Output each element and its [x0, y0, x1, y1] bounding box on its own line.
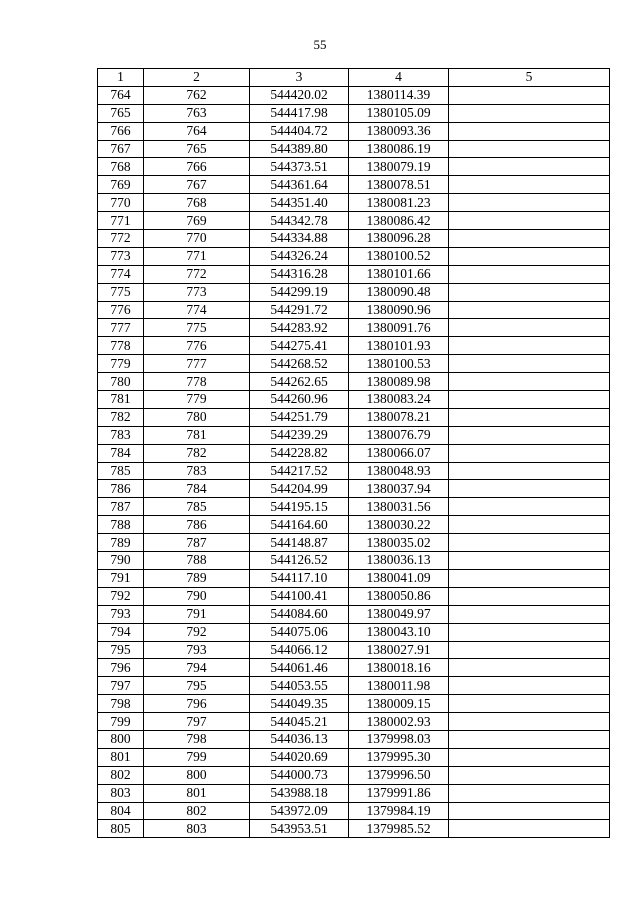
table-cell: 791: [98, 569, 144, 587]
table-cell: 1380100.53: [349, 355, 449, 373]
table-cell: 544020.69: [250, 748, 349, 766]
table-row: [98, 695, 610, 713]
column-header: 3: [250, 69, 349, 87]
table-cell: [449, 337, 610, 355]
column-header: 1: [98, 69, 144, 87]
table-cell: [449, 677, 610, 695]
table-row: [98, 176, 610, 194]
table-cell: [449, 802, 610, 820]
table-row: [98, 86, 610, 104]
page-number: 55: [313, 37, 327, 52]
table-cell: 544228.82: [250, 444, 349, 462]
table-cell: 798: [98, 695, 144, 713]
table-cell: 544239.29: [250, 426, 349, 444]
table-cell: 803: [98, 784, 144, 802]
table-cell: 765: [144, 140, 250, 158]
table-body: [98, 86, 610, 837]
table-cell: 802: [144, 802, 250, 820]
table-cell: [449, 480, 610, 498]
table-header-row: [98, 69, 610, 87]
table-cell: 801: [98, 748, 144, 766]
table-row: [98, 140, 610, 158]
table-row: [98, 480, 610, 498]
table-cell: 544291.72: [250, 301, 349, 319]
table-row: [98, 283, 610, 301]
column-header: 2: [144, 69, 250, 87]
table-cell: 544334.88: [250, 230, 349, 248]
table-cell: 776: [144, 337, 250, 355]
table-cell: 544251.79: [250, 408, 349, 426]
table-cell: 777: [98, 319, 144, 337]
column-header: 4: [349, 69, 449, 87]
table-row: [98, 462, 610, 480]
table-cell: 801: [144, 784, 250, 802]
table-cell: 780: [144, 408, 250, 426]
table-cell: 544117.10: [250, 569, 349, 587]
table-cell: [449, 283, 610, 301]
table-cell: 1380101.66: [349, 265, 449, 283]
table-cell: 772: [98, 230, 144, 248]
table-row: [98, 784, 610, 802]
table-cell: 786: [98, 480, 144, 498]
table-cell: 1380036.13: [349, 552, 449, 570]
table-cell: [449, 820, 610, 838]
table-cell: [449, 569, 610, 587]
table-cell: [449, 212, 610, 230]
table-cell: 544316.28: [250, 265, 349, 283]
table-row: [98, 534, 610, 552]
table-cell: 787: [144, 534, 250, 552]
table-cell: 795: [98, 641, 144, 659]
table-cell: 544000.73: [250, 766, 349, 784]
table-cell: 544283.92: [250, 319, 349, 337]
table-cell: 788: [144, 552, 250, 570]
coordinates-table: [97, 68, 610, 838]
table-cell: 790: [144, 587, 250, 605]
table-cell: [449, 605, 610, 623]
table-cell: 544326.24: [250, 247, 349, 265]
table-cell: 1380105.09: [349, 104, 449, 122]
table-cell: 782: [144, 444, 250, 462]
table-row: [98, 426, 610, 444]
table-cell: 793: [98, 605, 144, 623]
table-cell: 769: [98, 176, 144, 194]
table-cell: 1380100.52: [349, 247, 449, 265]
table-cell: [449, 713, 610, 731]
table-cell: 763: [144, 104, 250, 122]
table-cell: 774: [144, 301, 250, 319]
table-cell: 784: [98, 444, 144, 462]
table-cell: [449, 766, 610, 784]
table-cell: 784: [144, 480, 250, 498]
table-row: [98, 802, 610, 820]
table-cell: [449, 695, 610, 713]
table-cell: 774: [98, 265, 144, 283]
table-cell: 785: [144, 498, 250, 516]
table-cell: 803: [144, 820, 250, 838]
table-cell: 1380078.21: [349, 408, 449, 426]
table-cell: 544373.51: [250, 158, 349, 176]
table-cell: 544036.13: [250, 730, 349, 748]
table-cell: [449, 534, 610, 552]
table-row: [98, 748, 610, 766]
table-row: [98, 677, 610, 695]
table-cell: 791: [144, 605, 250, 623]
table-cell: 771: [144, 247, 250, 265]
table-cell: 544148.87: [250, 534, 349, 552]
table-cell: 1380041.09: [349, 569, 449, 587]
table-row: [98, 355, 610, 373]
table-cell: 797: [98, 677, 144, 695]
table-cell: 1380009.15: [349, 695, 449, 713]
table-cell: 544404.72: [250, 122, 349, 140]
table-cell: 1380031.56: [349, 498, 449, 516]
table-cell: 771: [98, 212, 144, 230]
table-cell: 1380089.98: [349, 373, 449, 391]
table-cell: 805: [98, 820, 144, 838]
table-cell: 544053.55: [250, 677, 349, 695]
table-row: [98, 391, 610, 409]
table-cell: 767: [98, 140, 144, 158]
table-cell: [449, 391, 610, 409]
table-cell: [449, 552, 610, 570]
table-cell: [449, 659, 610, 677]
table-row: [98, 104, 610, 122]
table-cell: 1380078.51: [349, 176, 449, 194]
table-cell: 1380101.93: [349, 337, 449, 355]
table-cell: 544066.12: [250, 641, 349, 659]
table-cell: 769: [144, 212, 250, 230]
table-cell: [449, 373, 610, 391]
table-cell: 1380079.19: [349, 158, 449, 176]
table-cell: 794: [144, 659, 250, 677]
table-cell: 544260.96: [250, 391, 349, 409]
table-cell: 781: [144, 426, 250, 444]
table-row: [98, 319, 610, 337]
table-cell: 787: [98, 498, 144, 516]
table-cell: 544417.98: [250, 104, 349, 122]
table-cell: 1380043.10: [349, 623, 449, 641]
table-cell: 1380096.28: [349, 230, 449, 248]
table-cell: 768: [144, 194, 250, 212]
table-cell: 544075.06: [250, 623, 349, 641]
table-cell: 790: [98, 552, 144, 570]
table-cell: 544126.52: [250, 552, 349, 570]
table-cell: [449, 498, 610, 516]
table-cell: 775: [144, 319, 250, 337]
table-cell: [449, 158, 610, 176]
table-cell: 1379996.50: [349, 766, 449, 784]
table-cell: 544299.19: [250, 283, 349, 301]
table-cell: 786: [144, 516, 250, 534]
table-cell: 781: [98, 391, 144, 409]
table-cell: 796: [144, 695, 250, 713]
table-row: [98, 605, 610, 623]
table-cell: [449, 355, 610, 373]
table-cell: 772: [144, 265, 250, 283]
table-row: [98, 498, 610, 516]
table-cell: 544217.52: [250, 462, 349, 480]
table-cell: 762: [144, 86, 250, 104]
table-row: [98, 587, 610, 605]
table-cell: 799: [144, 748, 250, 766]
table-cell: 544049.35: [250, 695, 349, 713]
table-cell: 795: [144, 677, 250, 695]
table-cell: 783: [144, 462, 250, 480]
table-cell: 800: [98, 730, 144, 748]
table-row: [98, 194, 610, 212]
table-cell: 766: [98, 122, 144, 140]
table-cell: [449, 426, 610, 444]
table-cell: 797: [144, 713, 250, 731]
table-cell: [449, 176, 610, 194]
table-row: [98, 373, 610, 391]
table-cell: 1380011.98: [349, 677, 449, 695]
table-cell: 544262.65: [250, 373, 349, 391]
table-cell: 1380037.94: [349, 480, 449, 498]
table-cell: 1380090.48: [349, 283, 449, 301]
table-cell: 788: [98, 516, 144, 534]
table-cell: 544061.46: [250, 659, 349, 677]
table-cell: 779: [144, 391, 250, 409]
table-row: [98, 552, 610, 570]
table-row: [98, 158, 610, 176]
table-cell: [449, 748, 610, 766]
table-cell: [449, 265, 610, 283]
table-row: [98, 569, 610, 587]
table-cell: 1380035.02: [349, 534, 449, 552]
table-cell: 544268.52: [250, 355, 349, 373]
table-cell: 767: [144, 176, 250, 194]
table-cell: 783: [98, 426, 144, 444]
table-cell: [449, 462, 610, 480]
table-cell: [449, 444, 610, 462]
table-cell: 544195.15: [250, 498, 349, 516]
table-cell: [449, 140, 610, 158]
table-cell: 1380050.86: [349, 587, 449, 605]
table-cell: 543972.09: [250, 802, 349, 820]
table-cell: 796: [98, 659, 144, 677]
table-cell: 544351.40: [250, 194, 349, 212]
table-row: [98, 265, 610, 283]
table-row: [98, 247, 610, 265]
table-cell: 773: [98, 247, 144, 265]
table-cell: 804: [98, 802, 144, 820]
table-cell: [449, 516, 610, 534]
table-cell: 777: [144, 355, 250, 373]
table-cell: 1380049.97: [349, 605, 449, 623]
table-row: [98, 641, 610, 659]
table-cell: 544389.80: [250, 140, 349, 158]
table-cell: 780: [98, 373, 144, 391]
table-cell: [449, 230, 610, 248]
table-cell: 543953.51: [250, 820, 349, 838]
table-cell: 793: [144, 641, 250, 659]
table-cell: 1380081.23: [349, 194, 449, 212]
table-cell: 544342.78: [250, 212, 349, 230]
table-cell: 543988.18: [250, 784, 349, 802]
table-cell: [449, 122, 610, 140]
table-cell: 1379991.86: [349, 784, 449, 802]
table-cell: [449, 319, 610, 337]
table-cell: [449, 730, 610, 748]
table-cell: 544164.60: [250, 516, 349, 534]
table-cell: 800: [144, 766, 250, 784]
table-cell: 544045.21: [250, 713, 349, 731]
table-cell: [449, 623, 610, 641]
table-cell: [449, 86, 610, 104]
table-cell: 765: [98, 104, 144, 122]
table-cell: [449, 641, 610, 659]
table-cell: 1379998.03: [349, 730, 449, 748]
table-cell: 789: [144, 569, 250, 587]
table-row: [98, 444, 610, 462]
table-row: [98, 122, 610, 140]
table-cell: 1380066.07: [349, 444, 449, 462]
table-cell: 770: [98, 194, 144, 212]
table-cell: 1380114.39: [349, 86, 449, 104]
table-row: [98, 730, 610, 748]
table-cell: 1380093.36: [349, 122, 449, 140]
table-row: [98, 230, 610, 248]
table-cell: 764: [144, 122, 250, 140]
table-cell: 776: [98, 301, 144, 319]
table-cell: 1380076.79: [349, 426, 449, 444]
table-cell: 1380018.16: [349, 659, 449, 677]
table-row: [98, 408, 610, 426]
table-cell: 1380086.19: [349, 140, 449, 158]
table-cell: 1380002.93: [349, 713, 449, 731]
table-cell: 792: [144, 623, 250, 641]
table-cell: 1379984.19: [349, 802, 449, 820]
table-cell: 1379995.30: [349, 748, 449, 766]
table-cell: [449, 587, 610, 605]
column-header: 5: [449, 69, 610, 87]
table-cell: 764: [98, 86, 144, 104]
table-cell: 1380086.42: [349, 212, 449, 230]
table-cell: 1380090.96: [349, 301, 449, 319]
table-row: [98, 516, 610, 534]
table-cell: 1380048.93: [349, 462, 449, 480]
table-cell: 779: [98, 355, 144, 373]
table-row: [98, 623, 610, 641]
table-cell: 1380027.91: [349, 641, 449, 659]
table-cell: [449, 301, 610, 319]
table-row: [98, 337, 610, 355]
table-cell: [449, 408, 610, 426]
table-cell: 544100.41: [250, 587, 349, 605]
table-cell: [449, 784, 610, 802]
table-cell: [449, 247, 610, 265]
table-cell: 766: [144, 158, 250, 176]
table-cell: 544275.41: [250, 337, 349, 355]
table-row: [98, 659, 610, 677]
table-row: [98, 766, 610, 784]
table-cell: [449, 104, 610, 122]
table-row: [98, 301, 610, 319]
table-cell: 778: [98, 337, 144, 355]
table-cell: 770: [144, 230, 250, 248]
table-cell: 789: [98, 534, 144, 552]
table-cell: [449, 194, 610, 212]
table-cell: 785: [98, 462, 144, 480]
table-row: [98, 820, 610, 838]
table-cell: 778: [144, 373, 250, 391]
table-cell: 773: [144, 283, 250, 301]
table-cell: 1380091.76: [349, 319, 449, 337]
table-cell: 1380030.22: [349, 516, 449, 534]
table-cell: 798: [144, 730, 250, 748]
table-row: [98, 212, 610, 230]
table-row: [98, 713, 610, 731]
table-cell: 544361.64: [250, 176, 349, 194]
table-cell: 802: [98, 766, 144, 784]
table-cell: 792: [98, 587, 144, 605]
table-cell: 775: [98, 283, 144, 301]
table-cell: 544084.60: [250, 605, 349, 623]
table-cell: 794: [98, 623, 144, 641]
table-cell: 782: [98, 408, 144, 426]
table-cell: 1379985.52: [349, 820, 449, 838]
table-cell: 799: [98, 713, 144, 731]
table-cell: 768: [98, 158, 144, 176]
table-cell: 544204.99: [250, 480, 349, 498]
table-cell: 1380083.24: [349, 391, 449, 409]
table-cell: 544420.02: [250, 86, 349, 104]
